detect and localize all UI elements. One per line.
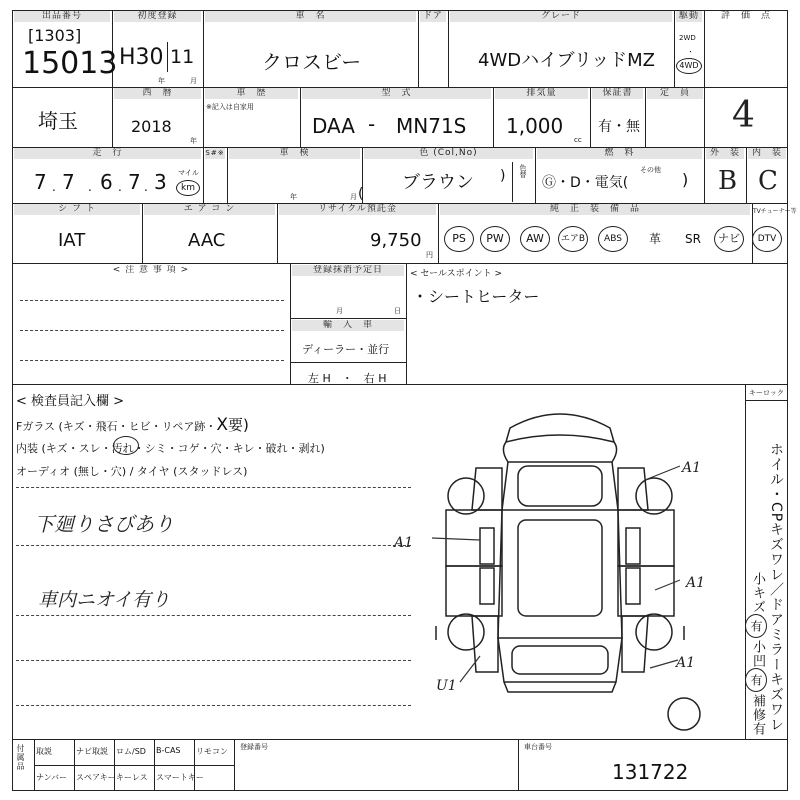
color-change-label: 色替 xyxy=(519,164,527,178)
small-scratch-has: 有 xyxy=(745,614,767,638)
key-lock-label: キーロック xyxy=(749,389,784,397)
small-scratch-label: 小キズ xyxy=(750,572,765,614)
small-dent-has: 有 xyxy=(745,668,767,692)
color-label: 色 (Col,No) xyxy=(364,148,533,159)
mileage-digit: 7 xyxy=(62,170,75,194)
month-unit: 月 xyxy=(190,77,197,85)
auction-inspection-sheet: 出品番号 [1303] 15013 初度登録 H30 11 年 月 車 名 クロスビー ドア グレード 4WDハイブリッドMZ 駆動 2WD ・ 4WD 評 価 点 埼玉 西 暦 2018 年 車 歴 ※記入は自家用 型 式 DAA - MN71S 排気量 1,000 cc 保証書 有・無 定 員 4 走 行 7 7 6 7 3 . . . . マイル km S#※ 車 検 年 月 ( 色 (Col,No) ブラウン ) 色替 燃 料 Ⓖ・D・電気( その他 ) 外 装 B 内 装 C シ フ ト IAT エ ア コ ン AAC リサイクル預託金 9,750 円 純 正 装 備 品 TVチューナー等 PS PW AW エアB ABS 革 SR ナビ DTV < 注 意 事 項 > 登録抹消予定日 月 日 輸 入 車 ディーラー・並行 左 H ・ 右 H < セールスポイント > ・シートヒーター キーロック < 検査員記入欄 > Fガラス (キズ・飛石・ヒビ・リペア跡・X要) 内装 (キズ・スレ・汚れ・シミ・コゲ・穴・キレ・破れ・剥れ) オーディオ (無し・穴) / タイヤ (スタッドレス) 下廻りさびあり 車内ニオイ有り A1 A1 A1 A1 U1 ホイル・CPキズワレ／ドアミラーキズワレ 小キズ 有 小凹 有 補修有 付属品 取説 ナビ取説 ロム/SD B-CAS リモコン ナンバー スペアキー キーレス スマートキー 登録番号 車台番号 131722 xyxy=(0,0,800,800)
insp-month-unit: 月 xyxy=(350,193,357,201)
interior-line: 内装 (キズ・スレ・汚れ・シミ・コゲ・穴・キレ・破れ・剥れ) xyxy=(16,442,325,455)
caution-label: < 注 意 事 項 > xyxy=(14,265,288,276)
damage-mark: A1 xyxy=(676,655,696,671)
warranty-label: 保証書 xyxy=(592,88,643,99)
damage-mark: A1 xyxy=(686,575,706,591)
equipment-item: SR xyxy=(685,232,701,246)
equipment-item: AW xyxy=(520,226,550,252)
windshield-needed: 要) xyxy=(228,416,249,434)
dirt-circle-mark xyxy=(113,436,139,455)
drive-label: 駆動 xyxy=(676,11,702,22)
sales-point: ・シートヒーター xyxy=(412,287,540,306)
equipment-label: 純 正 装 備 品 xyxy=(440,204,750,215)
handle-side: 左 H ・ 右 H xyxy=(308,372,387,385)
door-label: ドア xyxy=(420,11,446,22)
interior-grade: C xyxy=(758,166,778,196)
equipment-item: PW xyxy=(480,226,510,252)
history-note: ※記入は自家用 xyxy=(206,103,254,111)
s-label: S#※ xyxy=(205,149,225,157)
accessory-item: ナビ取説 xyxy=(76,747,108,756)
mile-unit: マイル xyxy=(178,169,199,177)
drive-4wd-circled: 4WD xyxy=(676,58,702,74)
car-damage-diagram xyxy=(380,400,740,740)
wheel-mirror-note: ホイル・CPキズワレ／ドアミラーキズワレ xyxy=(768,442,784,733)
year-unit: 年 xyxy=(158,77,165,85)
fuel: Ⓖ・D・電気( xyxy=(542,175,629,191)
history-label: 車 歴 xyxy=(205,88,298,99)
car-name-label: 車 名 xyxy=(205,11,416,22)
audio-tire-line: オーディオ (無し・穴) / タイヤ (スタッドレス) xyxy=(16,465,248,478)
accessory-item: ロム/SD xyxy=(116,747,146,756)
repaired-label: 補修有 xyxy=(750,694,765,736)
aircon-label: エ ア コ ン xyxy=(144,204,275,215)
accessories-label: 付属品 xyxy=(16,744,25,771)
insp-year-unit: 年 xyxy=(290,193,297,201)
accessory-item: B-CAS xyxy=(156,746,181,755)
model-label: 型 式 xyxy=(302,88,491,99)
damage-mark: A1 xyxy=(682,460,702,476)
mileage-digit: 6 xyxy=(100,170,113,194)
region: 埼玉 xyxy=(38,109,78,133)
car-name: クロスビー xyxy=(262,50,362,74)
era-year: H30 xyxy=(119,45,164,70)
handwritten-interior-odor: 車内ニオイ有り xyxy=(38,589,171,611)
grade: 4WDハイブリッドMZ xyxy=(478,50,655,71)
accessory-item: キーレス xyxy=(116,773,148,782)
inspector-title: < 検査員記入欄 > xyxy=(16,394,125,409)
equipment-item: ナビ xyxy=(714,226,744,252)
exterior-label: 外 装 xyxy=(706,148,744,159)
reg-year: 2018 xyxy=(131,117,172,136)
score-value: 4 xyxy=(732,95,755,136)
interior-label: 内 装 xyxy=(748,148,786,159)
mileage-digit: 3 xyxy=(154,170,167,194)
windshield-line xyxy=(16,414,249,435)
equipment-item: エアB xyxy=(558,226,588,252)
warranty: 有・無 xyxy=(598,119,640,135)
import-type: ディーラー・並行 xyxy=(302,343,390,356)
sales-point-label: < セールスポイント > xyxy=(410,269,502,279)
accessory-item: ナンバー xyxy=(36,773,68,782)
color: ブラウン xyxy=(402,172,474,193)
small-dent-label: 小凹 xyxy=(750,640,765,668)
inspection-label: 車 検 xyxy=(229,148,360,159)
equipment-item: 革 xyxy=(648,232,661,246)
mileage-label: 走 行 xyxy=(14,148,201,159)
reg-number-label: 登録番号 xyxy=(240,743,268,751)
recycle-label: リサイクル預託金 xyxy=(279,204,436,215)
cc-unit: cc xyxy=(574,136,582,144)
displacement-label: 排気量 xyxy=(495,88,588,99)
shift: IAT xyxy=(58,230,86,251)
reg-month: 11 xyxy=(170,46,195,68)
accessory-item: スペアキー xyxy=(76,773,116,782)
equipment-item: DTV xyxy=(752,226,782,252)
cancel-day-unit: 日 xyxy=(394,307,401,315)
chassis-number: 131722 xyxy=(612,760,689,784)
fuel-other-label: その他 xyxy=(640,166,661,174)
import-label: 輸 入 車 xyxy=(292,320,404,331)
model-prefix: DAA xyxy=(312,114,355,138)
accessory-item: リモコン xyxy=(196,747,228,756)
mileage-digit: 7 xyxy=(34,170,47,194)
km-circled: km xyxy=(176,180,200,196)
first-reg-label: 初度登録 xyxy=(114,11,201,22)
model-dash: - xyxy=(368,112,376,136)
yen-unit: 円 xyxy=(426,251,433,259)
windshield-text: Fガラス (キズ・飛石・ヒビ・リペア跡・ xyxy=(16,420,217,433)
score-label: 評 価 点 xyxy=(706,11,786,22)
aircon: AAC xyxy=(188,230,226,251)
damage-mark: U1 xyxy=(436,678,457,694)
model-code: MN71S xyxy=(396,114,467,138)
year2-unit: 年 xyxy=(190,137,197,145)
accessory-item: スマートキー xyxy=(156,773,204,782)
accessory-item: 取説 xyxy=(36,747,52,756)
fuel-close: ) xyxy=(682,170,689,189)
lot-number: 15013 xyxy=(22,46,118,81)
recycle-deposit: 9,750 xyxy=(370,230,422,251)
drive-2wd: 2WD xyxy=(679,34,696,42)
handwritten-undercarriage-rust: 下廻りさびあり xyxy=(34,512,174,536)
shift-label: シ フ ト xyxy=(14,204,140,215)
seireki-label: 西 暦 xyxy=(114,88,201,99)
equipment-item: PS xyxy=(444,226,474,252)
cancel-month-unit: 月 xyxy=(336,307,343,315)
damage-mark: A1 xyxy=(394,535,414,551)
fuel-label: 燃 料 xyxy=(537,148,702,159)
mileage-digit: 7 xyxy=(128,170,141,194)
displacement: 1,000 xyxy=(506,114,564,138)
capacity-label: 定 員 xyxy=(647,88,703,99)
windshield-x-mark: X xyxy=(216,415,229,435)
tv-tuner-label: TVチューナー等 xyxy=(753,208,797,215)
exterior-grade: B xyxy=(718,166,738,196)
grade-label: グレード xyxy=(450,11,672,22)
equipment-item: ABS xyxy=(598,226,628,252)
lot-bracket: [1303] xyxy=(28,26,82,45)
lot-no-label: 出品番号 xyxy=(14,11,110,22)
reg-cancel-label: 登録抹消予定日 xyxy=(292,265,404,276)
chassis-label: 車台番号 xyxy=(524,743,552,751)
